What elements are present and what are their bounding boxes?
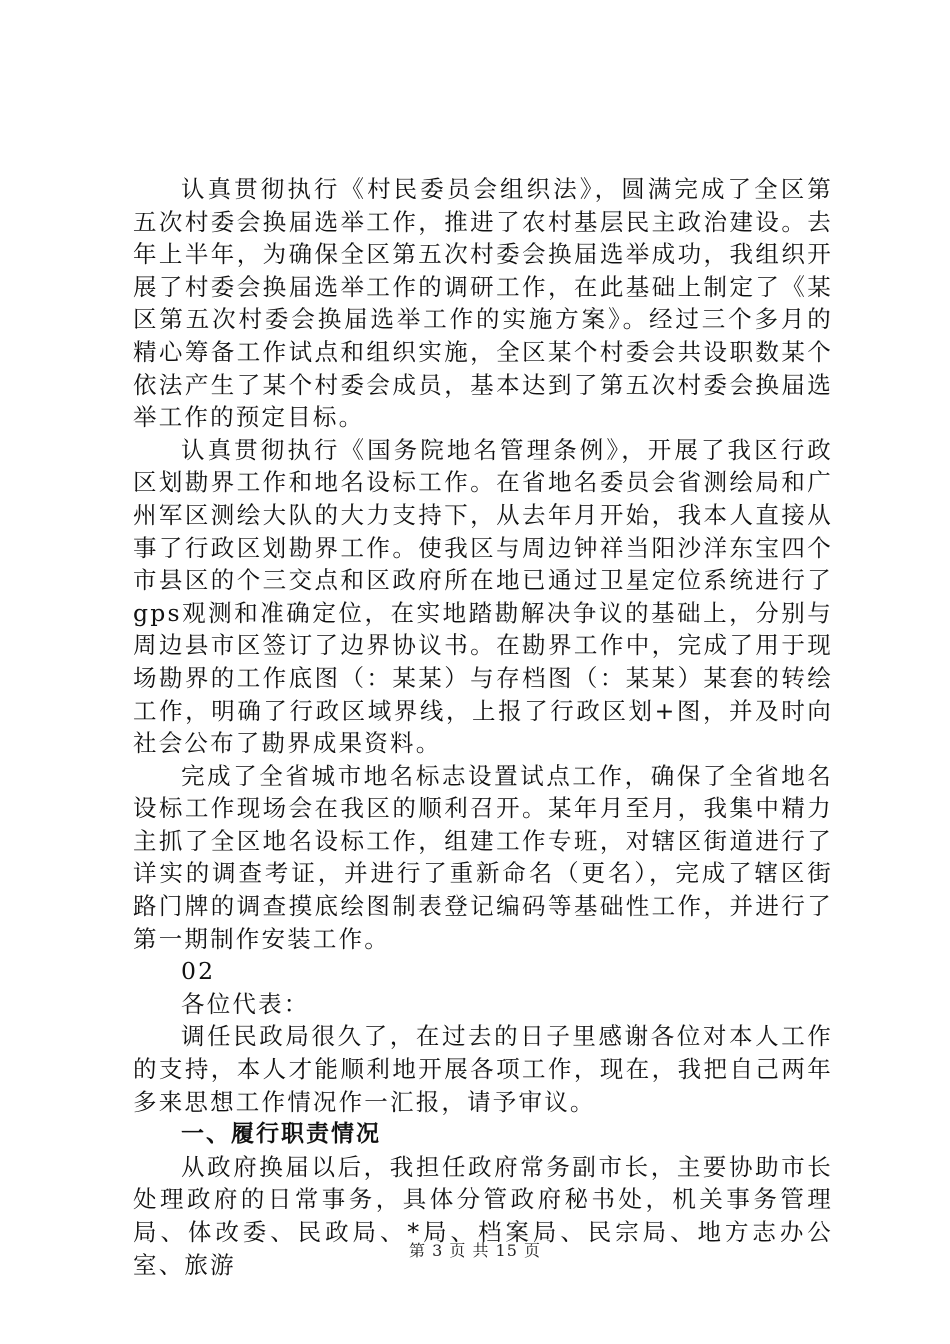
section-heading: 一、履行职责情况 [181,1121,381,1148]
paragraph-place-name-signs: 完成了全省城市地名标志设置试点工作，确保了全省地名设标工作现场会在我区的顺利召开。某年月至月，我集中精力主抓了全区地名设标工作，组建工作专班，对辖区街道进行了详实的调查考证，并进行了重新命名（更名），完成了辖区街路门牌的调查摸底绘图制表登记编码等基础性工作，并进行了第一期制作安装工作。 [133,761,833,953]
paragraph-intro: 调任民政局很久了，在过去的日子里感谢各位对本人工作的支持，本人才能顺利地开展各项工作，现在，我把自己两年多来思想工作情况作一汇报，请予审议。 [133,1022,833,1116]
document-body [133,173,833,1281]
section-number: 02 [181,957,216,986]
paragraph-boundary-survey: 认真贯彻执行《国务院地名管理条例》，开展了我区行政区划勘界工作和地名设标工作。在省地名委员会省测绘局和广州军区测绘大队的大力支持下，从去年月开始，我本人直接从事了行政区划勘界工作。使我区与周边钟祥当阳沙洋东宝四个市县区的个三交点和区政府所在地已通过卫星定位系统进行了gps观测和准确定位，在实地踏勘解决争议的基础上，分别与周边县市区签订了边界协议书。在勘界工作中，完成了用于现场勘界的工作底图（：某某）与存档图（：某某）某套的转绘工作，明确了行政区域界线，上报了行政区划+图，并及时向社会公布了勘界成果资料。 [133,435,833,758]
page-number-label: 第 3 页 共 15 页 [409,1241,541,1260]
page-footer [0,1238,950,1261]
paragraph-duties: 从政府换届以后，我担任政府常务副市长，主要协助市长处理政府的日常事务，具体分管政府秘书处，机关事务管理局、体改委、民政局、*局、档案局、民宗局、地方志办公室、旅游 [133,1152,833,1279]
paragraph-village-election: 认真贯彻执行《村民委员会组织法》，圆满完成了全区第五次村委会换届选举工作，推进了农村基层民主政治建设。去年上半年，为确保全区第五次村委会换届选举成功，我组织开展了村委会换届选举工作的调研工作，在此基础上制定了《某区第五次村委会换届选举工作的实施方案》。经过三个多月的精心筹备工作试点和组织实施，全区某个村委会共设职数某个依法产生了某个村委会成员，基本达到了第五次村委会换届选举工作的预定目标。 [133,175,833,432]
salutation: 各位代表： [181,989,310,1018]
